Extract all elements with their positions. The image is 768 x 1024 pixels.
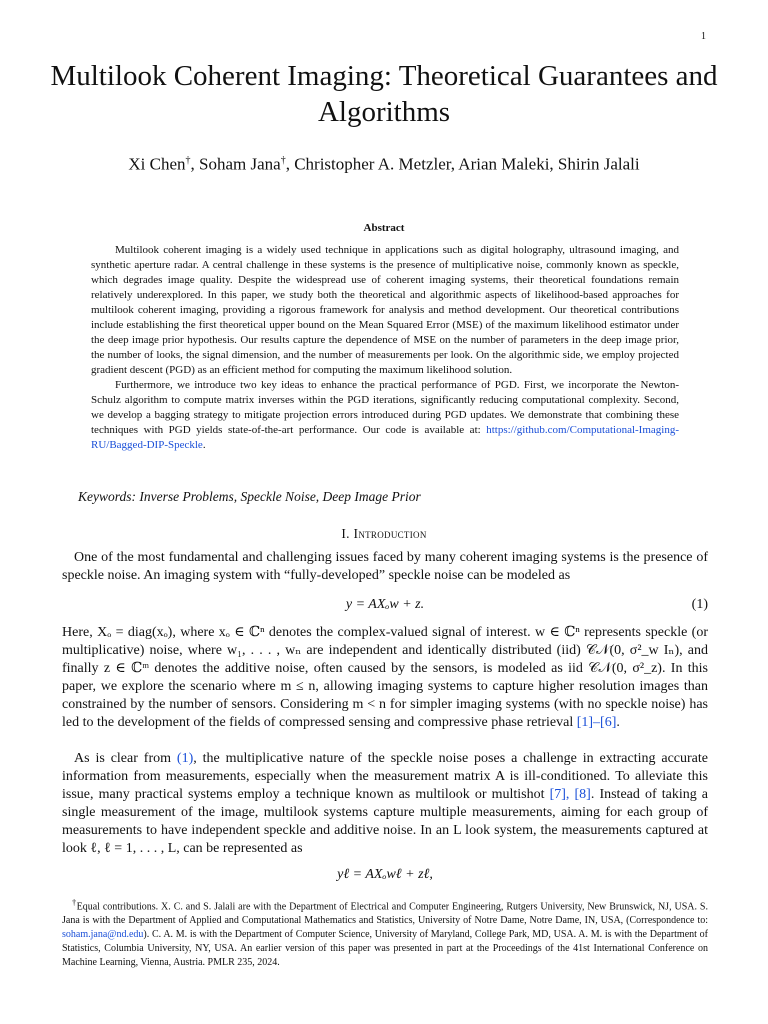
dagger-mark: † (280, 155, 286, 166)
email-link[interactable]: soham.jana@nd.edu (62, 929, 144, 941)
equation-body: yℓ = AXₒwℓ + zℓ, (337, 867, 433, 882)
author-list: Xi Chen†, Soham Jana†, Christopher A. Metzler, Arian Maleki, Shirin Jalali (128, 154, 640, 174)
section-number: I. (341, 526, 350, 541)
equation-number: (1) (691, 597, 708, 612)
equation-body: y = AXₒw + z. (345, 597, 425, 612)
equation-1 (62, 597, 708, 613)
page-number: 1 (701, 31, 706, 42)
equation-2 (62, 867, 708, 883)
keywords: Keywords: Inverse Problems, Speckle Noise, Deep Image Prior (78, 489, 421, 504)
citation-link[interactable]: [7], [8] (549, 787, 591, 802)
equation-reference-link[interactable]: (1) (176, 751, 194, 766)
intro-paragraph-3: As is clear from (1), the multiplicative nature of the speckle noise poses a challenge in extracting accurate information from measurements, especially when the measurement matrix A is ill-conditioned. To alleviate this issue, many practical systems employ a technique known as multilook or multishot [7], [8]. Instead of taking a single measurement of the image, multilook systems capture multiple measurements, aiming for each group of measurements to have independent speckle and additive noise. In an L look system, the measurements captured at look ℓ, ℓ = 1, . . . , L, can be represented as (62, 751, 709, 856)
abstract-body (91, 243, 679, 453)
author-name: Soham Jana (199, 154, 281, 174)
author-name: Xi Chen (128, 154, 186, 174)
intro-paragraph-1: One of the most fundamental and challenging issues faced by many coherent imaging systems is the presence of speckle noise. An imaging system with “fully-developed” speckle noise can be modeled as (62, 550, 708, 583)
section-title: Introduction (353, 526, 427, 541)
citation-link[interactable]: [1]–[6] (576, 715, 617, 730)
code-link[interactable]: https://github.com/Computational-Imaging-RU/Bagged-DIP-Speckle (91, 424, 680, 451)
abstract-paragraph: Multilook coherent imaging is a widely used technique in applications such as digital holography, ultrasound imaging, and synthetic aperture radar. A central challenge in these systems is the presence of multiplicative noise, commonly known as speckle, which degrades image quality. Despite the widespread use of coherent imaging systems, their theoretical foundations remain relatively underexplored. In this paper, we study both the theoretical and algorithmic aspects of likelihood-based approaches for multilook coherent imaging, providing a rigorous framework for analysis and method development. Our theoretical contributions include establishing the first theoretical upper bound on the Mean Squared Error (MSE) of the maximum likelihood estimator under the deep image prior hypothesis. Our results capture the dependence of MSE on the number of parameters in the deep image prior, the number of looks, the signal dimension, and the number of measurements per look. On the algorithmic side, we employ projected gradient descent (PGD) as an efficient method for computing the maximum likelihood solution. (91, 244, 679, 376)
paper-title: Multilook Coherent Imaging: Theoretical Guarantees and Algorithms (50, 60, 718, 128)
dagger-mark: † (185, 155, 191, 166)
footnote-mark: † (72, 898, 77, 907)
footnote: †Equal contributions. X. C. and S. Jalali are with the Department of Electrical and Computer Engineering, Rutgers University, New Brunswick, NJ, USA. S. Jana is with the Department of Applied and Computational Mathematics and Statistics, University of Notre Dame, Notre Dame, IN, USA, (Correspondence to: soham.jana@nd.edu). C. A. M. is with the Department of Computer Science, University of Maryland, College Park, MD, USA. A. M. is with the Department of Statistics, Columbia University, NY, USA. An earlier version of this paper was presented in part at the Proceedings of the 41st International Conference on Machine Learning, Vienna, Austria. PMLR 235, 2024. (62, 898, 708, 969)
author-names-rest: , Christopher A. Metzler, Arian Maleki, Shirin Jalali (285, 154, 640, 174)
abstract-heading: Abstract (363, 222, 405, 234)
abstract-paragraph: Furthermore, we introduce two key ideas to enhance the practical performance of PGD. First, we incorporate the Newton-Schulz algorithm to compute matrix inverses within the PGD iterations, significantly reducing computational complexity. Second, we develop a bagging strategy to mitigate projection errors introduced during PGD updates. We demonstrate that combining these techniques with PGD yields state-of-the-art performance. Our code is available at: https://github.com/Computational-Imaging-RU/Bagged-DIP-Speckle. (91, 379, 680, 451)
intro-paragraph-2: Here, Xₒ = diag(xₒ), where xₒ ∈ ℂⁿ denotes the complex-valued signal of interest. w ∈ ℂⁿ represents speckle (or multiplicative) noise, where w₁, . . . , wₙ are independent and identically distributed (iid) 𝒞𝒩(0, σ²_w Iₙ), and finally z ∈ ℂᵐ denotes the additive noise, often caused by the sensors, is modeled as iid 𝒞𝒩(0, σ²_z). In this paper, we explore the scenario where m ≤ n, allowing imaging systems to capture higher resolution images than constrained by the number of sensors. Considering m < n for simpler imaging systems (with no speckle noise) has led to the development of the fields of compressed sensing and compressive phase retrieval [1]–[6]. (62, 625, 708, 730)
section-heading (0, 526, 768, 542)
